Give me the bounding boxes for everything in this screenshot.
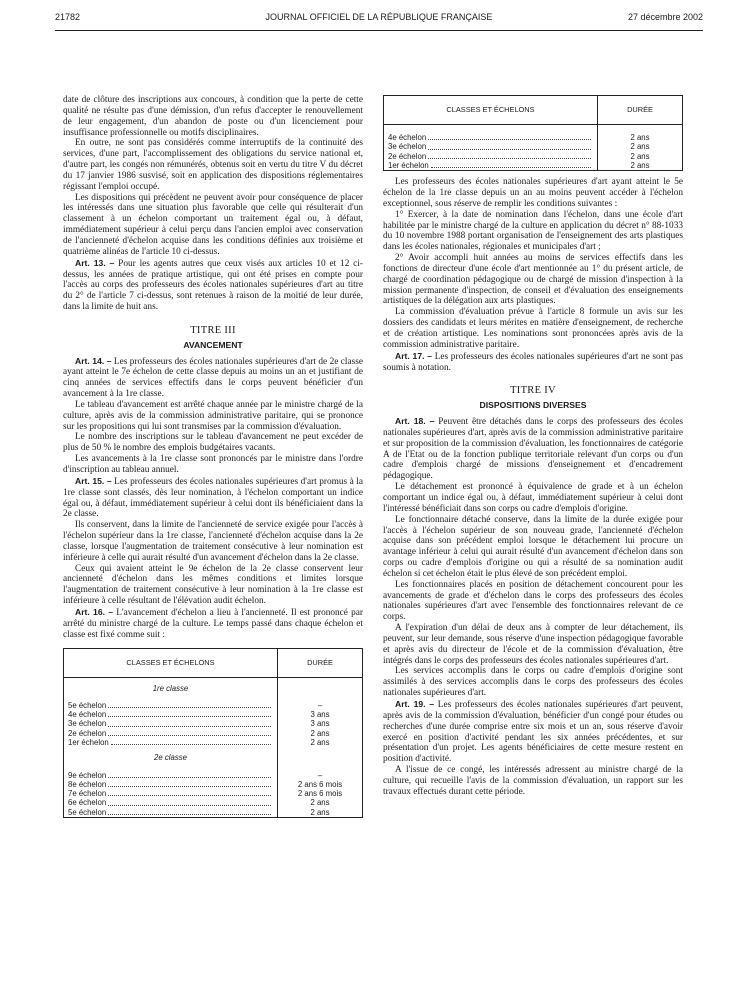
column-header: CLASSES ET ÉCHELONS (384, 96, 598, 125)
table-row (384, 152, 683, 161)
paragraph: Le détachement est prononcé à équivalence de grade et à un échelon comportant un indice égal ou, à défaut, immédiatement supérieur à celui dont l'intéressé bénéficiait dans son corps ou cadre d'emplois d'origine. (383, 482, 683, 514)
echelon-label: 8e échelon (68, 779, 107, 789)
duration-cell: 2 ans (278, 798, 363, 807)
paragraph: date de clôture des inscriptions aux concours, à condition que la perte de cette qualité ne résulte pas d'une démission, d'un refus d'accepter le renouvellement de leur engagement, d'un abandon de poste ou d'un licenciement pour insuffisance professionnelle ou motifs disciplinaires. (63, 95, 363, 138)
duration-cell: 2 ans 6 mois (278, 789, 363, 798)
table-row (64, 808, 363, 818)
category-row (64, 747, 363, 762)
article-15 (63, 476, 363, 520)
header-rule (55, 30, 703, 31)
duration-cell: 2 ans (278, 729, 363, 738)
paragraph: 1° Exercer, à la date de nomination dans l'échelon, dans une école d'art habilitée par le ministre chargé de la culture en application du décret n° 88-1033 du 10 novembre 1988 portant organisation de l'enseignement des arts plastiques dans les écoles nationales, régionales et municipales d'art ; (383, 209, 683, 253)
paragraph: 2° Avoir accompli huit années au moins de services effectifs dans les fonctions de directeur d'une école d'art mentionnée au 1° du présent article, de chargé de coordination pédagogique ou de chargé de mission d'inspection à la mission permanente d'inspection, de conseil et d'évaluation des enseignements artistiques de la délégation aux arts plastiques. (383, 253, 683, 307)
table-row (64, 780, 363, 789)
echelon-table (383, 95, 683, 171)
echelon-label: 6e échelon (68, 798, 107, 808)
table-row (64, 789, 363, 798)
article-19 (383, 699, 683, 765)
echelon-label: 2e échelon (388, 151, 427, 161)
paragraph: Ils conservent, dans la limite de l'ancienneté de service exigée pour l'accès à l'échelon supérieur dans la 1re classe, l'ancienneté d'échelon acquise dans la 2e classe, lorsque l'augmentation de traitement consécutive à leur nomination est inférieure à celle qui aurait résulté d'un avancement d'échelon dans la 2e classe. (63, 520, 363, 563)
paragraph: Le fonctionnaire détaché conserve, dans la limite de la durée exigée pour l'accès à l'échelon supérieur de son nouveau grade, l'ancienneté d'échelon acquise dans son précédent emploi lorsque le détachement lui procure un avantage inférieur à celui qui aurait résulté d'un avancement d'échelon dans son corps ou cadre d'emplois d'origine ou qui a résulté de sa nomination audit échelon si cet échelon était le plus élevé de son précédent emploi. (383, 514, 683, 579)
paragraph: A l'expiration d'un délai de deux ans à compter de leur détachement, ils peuvent, sur leur demande, sous réserve d'une inspection pédagogique favorable et après avis du directeur de l'école et de la commission d'évaluation, être intégrés dans le corps des professeurs des écoles nationales supérieures d'art. (383, 623, 683, 666)
title-subheading: DISPOSITIONS DIVERSES (479, 400, 587, 411)
article-label: Art. 16. – (75, 606, 114, 617)
paragraph: Les avancements à la 1re classe sont prononcés par le ministre dans l'ordre d'inscription au tableau annuel. (63, 454, 363, 475)
article-label: Art. 14. – (75, 355, 112, 366)
article-text: Pour les agents autres que ceux visés aux articles 10 et 12 ci-dessus, les années de pratique artistique, qui ont été prises en compte pour l'accès au corps des professeurs des écoles nationales supérieures d'art au titre du 2° de l'article 7 ci-dessus, sont retenues à raison de la moitié de leur durée, dans la limite de huit ans. (63, 258, 363, 313)
echelon-label: 3e échelon (68, 719, 107, 729)
right-column (383, 95, 683, 798)
table-row (384, 142, 683, 151)
duration-cell: – (278, 701, 363, 710)
article-14 (63, 356, 363, 400)
duration-cell: 2 ans (278, 738, 363, 747)
page-number: 21782 (55, 12, 81, 22)
article-label: Art. 13. – (75, 257, 115, 268)
article-text: Les professeurs des écoles nationales supérieures d'art de 2e classe ayant atteint le 7e échelon de cette classe depuis au moins un an et justifiant de cinq années de services effectifs dans le corps peuvent bénéficier d'un avancement à la 1re classe. (63, 356, 363, 400)
paragraph: Les fonctionnaires placés en position de détachement concourent pour les avancements de grade et d'échelon dans le corps des professeurs des écoles nationales supérieures d'art avec l'ensemble des fonctionnaires relevant de ce corps. (383, 579, 683, 623)
table-row (384, 133, 683, 142)
duration-cell: 3 ans (278, 719, 363, 728)
category-label: 2e classe (64, 747, 278, 762)
article-17 (383, 351, 683, 374)
paragraph: La commission d'évaluation prévue à l'article 8 formule un avis sur les dossiers des candidats et leurs mérites en matière d'enseignement, de recherche et de création artistique. Les nominations sont prononcées après avis de la commission administrative paritaire. (383, 307, 683, 350)
table-row (64, 738, 363, 747)
echelon-label: 5e échelon (68, 700, 107, 710)
article-text: Les professeurs des écoles nationales supérieures d'art ne sont pas soumis à notation. (383, 351, 683, 373)
article-label: Art. 18. – (395, 416, 435, 427)
table-row (64, 719, 363, 728)
column-header: DURÉE (278, 648, 363, 677)
page-header (55, 12, 703, 26)
duration-cell: 2 ans (598, 133, 683, 142)
table-row (64, 701, 363, 710)
paragraph: Le tableau d'avancement est arrêté chaque année par le ministre chargé de la culture, après avis de la commission administrative paritaire, qui se prononce sur les propositions qui lui sont transmises par la commission d'évaluation. (63, 399, 363, 432)
echelon-label: 2e échelon (68, 728, 107, 738)
paragraph: Les services accomplis dans le corps ou cadre d'emplois d'origine sont assimilés à des services accomplis dans le corps des professeurs des écoles nationales supérieures d'art. (383, 666, 683, 699)
echelon-label: 1er échelon (68, 737, 109, 747)
paragraph: A l'issue de ce congé, les intéressés adressent au ministre chargé de la culture, qui recueille l'avis de la commission d'évaluation, un rapport sur les travaux effectués durant cette période. (383, 765, 683, 797)
paragraph: Le nombre des inscriptions sur le tableau d'avancement ne peut excéder de plus de 50 % le nombre des emplois budgétaires vacants. (63, 432, 363, 454)
echelon-table (63, 648, 363, 819)
echelon-label: 1er échelon (388, 160, 429, 170)
table-row (64, 798, 363, 807)
echelon-label: 7e échelon (68, 789, 107, 799)
echelon-label: 3e échelon (388, 142, 427, 152)
title-subheading: AVANCEMENT (183, 339, 243, 350)
column-header: DURÉE (598, 96, 683, 125)
article-label: Art. 19. – (395, 699, 435, 709)
echelon-label: 4e échelon (388, 133, 427, 142)
article-18 (383, 416, 683, 482)
paragraph: Ceux qui avaient atteint le 9e échelon de la 2e classe conservent leur ancienneté d'échelon dans les mêmes conditions et limites lorsque l'augmentation de traitement consécutive à leur nomination à la 1re classe est inférieure à celle résultant de l'élévation audit échelon. (63, 563, 363, 607)
echelon-label: 9e échelon (68, 770, 107, 780)
paragraph: En outre, ne sont pas considérés comme interruptifs de la continuité des services, d'une part, l'accomplissement des obligations du service national et, d'autre part, les congés non rémunérés, obtenus soit en vertu du titre V du décret du 17 janvier 1986 susvisé, soit en application des dispositions réglementaires régissant l'emploi occupé. (63, 138, 363, 192)
table-row (64, 771, 363, 780)
issue-date: 27 décembre 2002 (627, 12, 703, 22)
duration-cell: – (278, 771, 363, 780)
echelon-label: 4e échelon (68, 710, 107, 720)
duration-cell: 3 ans (278, 710, 363, 719)
table-header-row (384, 96, 683, 125)
article-text: L'avancement d'échelon a lieu à l'ancienneté. Il est prononcé par arrêté du ministre chargé de la culture. Le temps passé dans chaque échelon et classe est fixé comme suit : (63, 607, 363, 640)
duration-cell: 2 ans (598, 152, 683, 161)
category-row (64, 677, 363, 693)
article-text: Peuvent être détachés dans le corps des professeurs des écoles nationales supérieures d'art, après avis de la commission administrative paritaire et sur proposition de la commission d'évaluation, les fonctionnaires de catégorie A de l'Etat ou de la fonction publique territoriale relevant d'un corps ou d'un cadre d'emplois chargé de missions d'enseignement et d'encadrement pédagogique. (383, 417, 683, 482)
table-row (64, 710, 363, 719)
article-text: Les professeurs des écoles nationales supérieures d'art peuvent, après avis de la commission d'évaluation, bénéficier d'un congé pour études ou recherches d'une durée comprise entre six mois et un an, sous réserve d'avoir exercé en position d'activité pendant les six années précédentes, et sur présentation d'un projet. Les agents bénéficiaires de cette mesure restent en position d'activité. (383, 700, 683, 765)
article-text: Les professeurs des écoles nationales supérieures d'art promus à la 1re classe sont classés, dès leur nomination, à l'échelon comportant un indice égal ou, à défaut, immédiatement supérieur à celui dont ils bénéficiaient dans la 2e classe. (63, 476, 363, 520)
column-header: CLASSES ET ÉCHELONS (64, 648, 278, 677)
left-column (63, 95, 363, 818)
title-heading: TITRE IV (510, 385, 556, 397)
duration-cell: 2 ans (598, 142, 683, 151)
duration-cell: 2 ans (598, 161, 683, 171)
duration-cell: 2 ans 6 mois (278, 780, 363, 789)
journal-title: JOURNAL OFFICIEL DE LA RÉPUBLIQUE FRANÇAISE (265, 12, 493, 22)
category-label: 1re classe (64, 677, 278, 693)
paragraph: Les professeurs des écoles nationales supérieures d'art ayant atteint le 5e échelon de la 1re classe depuis un an au moins peuvent accéder à l'échelon exceptionnel, sous réserve de remplir les conditions suivantes : (383, 177, 683, 209)
article-13 (63, 258, 363, 313)
duration-cell: 2 ans (278, 808, 363, 818)
title-heading: TITRE III (190, 324, 236, 336)
table-row (384, 161, 683, 171)
echelon-label: 5e échelon (68, 807, 107, 817)
paragraph: Les dispositions qui précèdent ne peuvent avoir pour conséquence de placer les intéressés dans une situation plus favorable que celle qui résulterait d'un classement à un échelon comportant un traitement égal ou, à défaut, immédiatement supérieur à celui perçu dans l'ancien emploi avec conservation de l'ancienneté d'échelon acquise dans les conditions définies aux troisième et quatrième alinéas de l'article 10 ci-dessus. (63, 192, 363, 257)
article-label: Art. 17. – (395, 350, 433, 361)
table-row (64, 729, 363, 738)
article-16 (63, 607, 363, 641)
article-label: Art. 15. – (75, 475, 112, 486)
table-header-row (64, 648, 363, 677)
